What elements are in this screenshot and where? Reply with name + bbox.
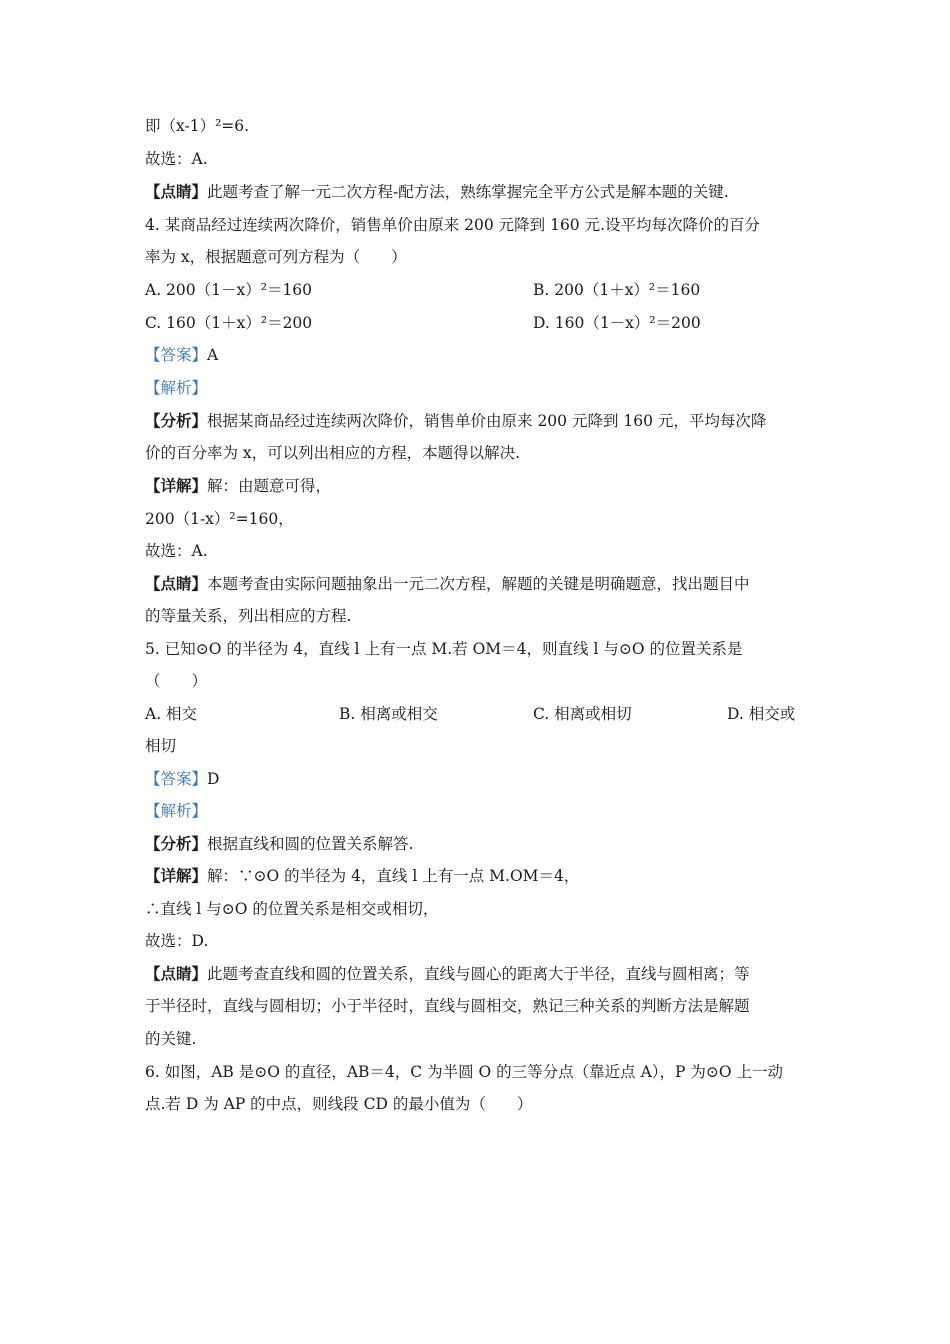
dianjing-text: 此题考查了解一元二次方程-配方法，熟练掌握完全平方公式是解本题的关键. [207, 183, 729, 201]
answer-tag: 【答案】 [145, 770, 208, 788]
q4-dianjing-line-2: 的等量关系，列出相应的方程. [145, 607, 352, 625]
q4-option-a: A. 200（1－x）²＝160 [145, 281, 313, 299]
question-4-stem-2: 率为 x，根据题意可列方程为（ ） [145, 248, 407, 266]
q4-dianjing-line-1 [145, 574, 810, 594]
question-4-stem-1: 4. 某商品经过连续两次降价，销售单价由原来 200 元降到 160 元.设平均每次降价的百分 [145, 216, 761, 234]
q5-choice: 故选：D. [145, 932, 209, 950]
q4-fenxi-line-2: 价的百分率为 x，可以列出相应的方程，本题得以解决. [145, 444, 521, 462]
question-5-stem-1: 5. 已知⊙O 的半径为 4，直线 l 上有一点 M.若 OM＝4，则直线 l 与⊙O 的位置关系是 [145, 640, 743, 658]
q4-jiexi-tag: 【解析】 [145, 379, 208, 397]
equation-line: 即（x-1）²=6. [145, 117, 250, 135]
question-5-stem-2: （ ） [145, 672, 208, 690]
q5-option-d: D. 相交或 [727, 705, 796, 723]
question-6-stem-1: 6. 如图，AB 是⊙O 的直径，AB＝4，C 为半圆 O 的三等分点（靠近点 A），P 为⊙O 上一动 [145, 1063, 783, 1081]
xiangjie-tag: 【详解】 [145, 476, 208, 495]
answer-tag: 【答案】 [145, 346, 208, 364]
q5-option-c: C. 相离或相切 [533, 705, 632, 723]
fenxi-text: 根据直线和圆的位置关系解答. [207, 835, 414, 853]
fenxi-tag: 【分析】 [145, 834, 208, 853]
q4-fenxi-line-1 [145, 411, 810, 431]
dianjing-tag: 【点睛】 [145, 182, 208, 201]
dianjing-tag: 【点睛】 [145, 574, 208, 593]
q4-equation: 200（1-x）²=160， [145, 510, 294, 528]
q4-option-d: D. 160（1－x）²＝200 [533, 314, 701, 332]
q5-dianjing-line-3: 的关键. [145, 1030, 197, 1048]
q4-answer-line [145, 345, 810, 365]
q4-option-c: C. 160（1＋x）²＝200 [145, 314, 313, 332]
q5-answer-line [145, 769, 810, 789]
fenxi-text: 根据某商品经过连续两次降价，销售单价由原来 200 元降到 160 元，平均每次降 [207, 412, 767, 430]
xiangjie-text: 解：由题意可得， [207, 477, 332, 495]
dianjing-tag: 【点睛】 [145, 964, 208, 983]
q4-choice: 故选：A. [145, 542, 208, 560]
choice-line: 故选：A. [145, 150, 208, 168]
xiangjie-tag: 【详解】 [145, 866, 208, 885]
summary-line [145, 182, 810, 202]
q5-dianjing-line-1 [145, 964, 810, 984]
q5-jiexi-tag: 【解析】 [145, 802, 208, 820]
q5-option-a: A. 相交 [145, 705, 198, 723]
q4-xiangjie-line [145, 476, 810, 496]
xiangjie-text: 解：∵⊙O 的半径为 4，直线 l 上有一点 M.OM＝4， [207, 867, 580, 885]
dianjing-text: 此题考查直线和圆的位置关系，直线与圆心的距离大于半径，直线与圆相离；等 [207, 965, 750, 983]
answer-value: D [207, 770, 220, 788]
answer-value: A [207, 346, 219, 364]
q5-dianjing-line-2: 于半径时，直线与圆相切；小于半径时，直线与圆相交，熟记三种关系的判断方法是解题 [145, 997, 750, 1015]
fenxi-tag: 【分析】 [145, 411, 208, 430]
dianjing-text: 本题考查由实际问题抽象出一元二次方程，解题的关键是明确题意，找出题目中 [207, 575, 750, 593]
q5-option-b: B. 相离或相交 [339, 705, 438, 723]
q4-option-b: B. 200（1＋x）²＝160 [533, 281, 701, 299]
q5-fenxi-line [145, 834, 810, 854]
q5-therefore: ∴直线 l 与⊙O 的位置关系是相交或相切， [145, 900, 439, 918]
q5-option-d-wrap: 相切 [145, 737, 177, 755]
q5-xiangjie-line [145, 866, 810, 886]
question-6-stem-2: 点.若 D 为 AP 的中点，则线段 CD 的最小值为（ ） [145, 1095, 533, 1113]
